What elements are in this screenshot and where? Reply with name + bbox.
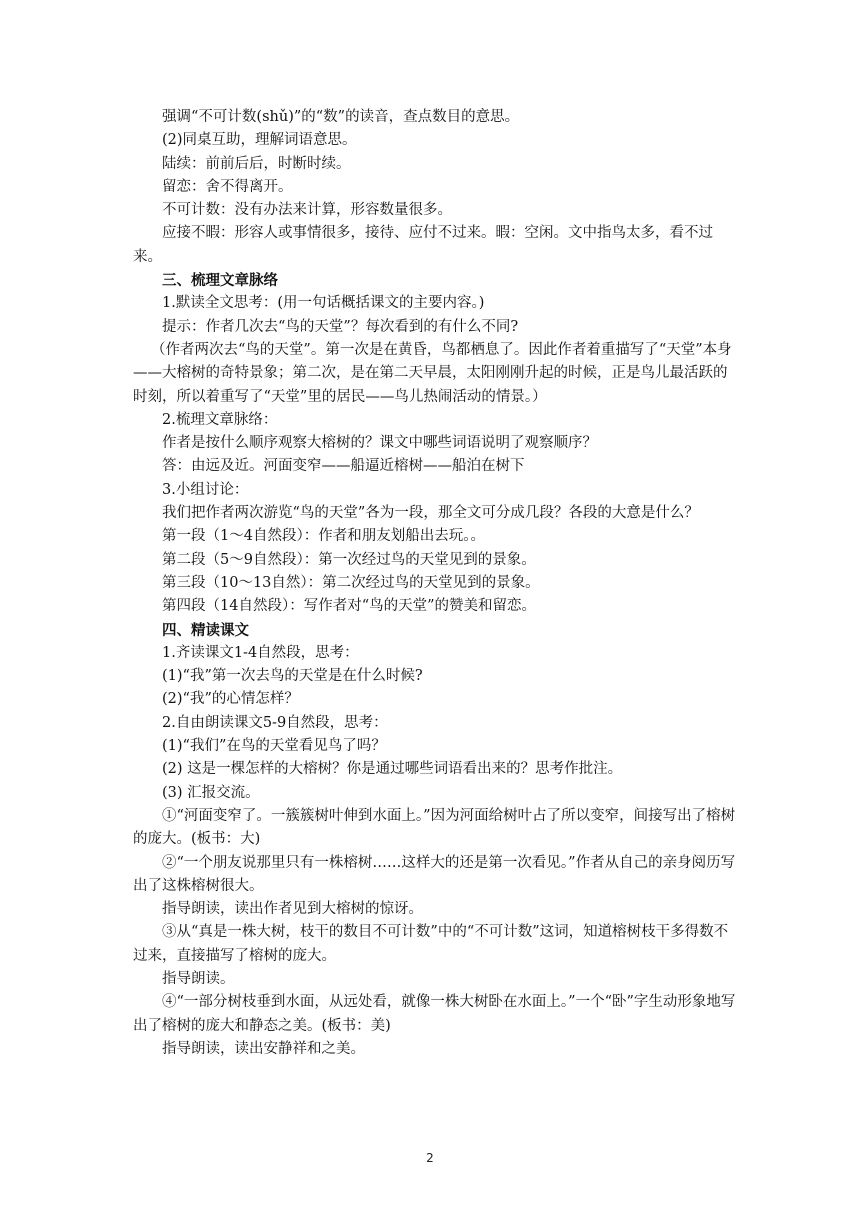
paragraph: (1)“我们”在鸟的天堂看见鸟了吗？	[162, 738, 386, 755]
paragraph: ②“一个朋友说那里只有一株榕树……这样大的还是第一次看见。”作者从自己的亲身阅历写出了这株榕树很大。	[133, 854, 736, 894]
paragraph: 答：由远及近。河面变窄——船逼近榕树——船泊在树下	[162, 458, 525, 475]
paragraph: 第四段（14自然段）：写作者对“鸟的天堂”的赞美和留恋。	[162, 598, 537, 615]
paragraph: (2)同桌互助，理解词语意思。	[162, 132, 357, 149]
paragraph: (1)“我”第一次去鸟的天堂是在什么时候?	[162, 668, 423, 685]
paragraph: 1.默读全文思考：(用一句话概括课文的主要内容。)	[162, 295, 485, 312]
paragraph: 指导朗读，读出安静祥和之美。	[162, 1040, 365, 1057]
paragraph: 提示：作者几次去“鸟的天堂”？每次看到的有什么不同?	[162, 318, 519, 335]
paragraph: 3.小组讨论：	[162, 481, 249, 498]
paragraph: 应接不暇：形容人或事情很多，接待、应付不过来。暇：空闲。文中指鸟太多，看不过来。	[133, 225, 713, 265]
paragraph: 作者是按什么顺序观察大榕树的？课文中哪些词语说明了观察顺序？	[162, 435, 597, 452]
paragraph: 第二段（5～9自然段）：第一次经过鸟的天堂见到的景象。	[162, 551, 536, 568]
paragraph: (2) 这是一棵怎样的大榕树？你是通过哪些词语看出来的？思考作批注。	[162, 761, 623, 778]
paragraph: 指导朗读。	[162, 970, 235, 987]
paragraph: 不可计数：没有办法来计算，形容数量很多。	[162, 202, 452, 219]
paragraph: ①“河面变窄了。一簇簇树叶伸到水面上。”因为河面给树叶占了所以变窄，间接写出了榕树的庞大。(板书：大)	[133, 807, 736, 848]
paragraph: 第一段（1～4自然段）：作者和朋友划船出去玩。。	[162, 528, 485, 545]
paragraph: 2.梳理文章脉络：	[162, 411, 278, 428]
paragraph: ③从“真是一株大树，枝干的数目不可计数”中的“不可计数”这词，知道榕树枝干多得数不过来，直接描写了榕树的庞大。	[133, 924, 729, 964]
paragraph: （作者两次去“鸟的天堂”。第一次是在黄昏，鸟都栖息了。因此作者着重描写了“天堂”本身——大榕树的奇特景象；第二次，是在第二天早晨，太阳刚刚升起的时候，正是鸟儿最活跃的时刻，所以着重写了“天堂”里的居民——鸟儿热闹活动的情景。）	[133, 341, 732, 405]
paragraph: 留恋：舍不得离开。	[162, 178, 293, 195]
document-body	[133, 106, 741, 1061]
paragraph: 强调“不可计数(shǔ)”的“数”的读音，查点数目的意思。	[162, 109, 520, 125]
paragraph: 1.齐读课文1-4自然段，思考：	[162, 644, 359, 661]
section-heading: 三、梳理文章脉络	[162, 272, 278, 290]
page-number: 2	[426, 1151, 434, 1165]
section-heading: 四、精读课文	[162, 621, 249, 639]
paragraph: 陆续：前前后后，时断时续。	[162, 155, 351, 172]
paragraph: 指导朗读，读出作者见到大榕树的惊讶。	[162, 901, 423, 918]
paragraph: 2.自由朗读课文5-9自然段，思考：	[162, 714, 388, 731]
paragraph: (2)“我”的心情怎样？	[162, 691, 299, 708]
paragraph: (3) 汇报交流。	[162, 784, 260, 801]
paragraph: ④“一部分树枝垂到水面，从远处看，就像一株大树卧在水面上。”一个“卧”字生动形象地写出了榕树的庞大和静态之美。(板书：美)	[133, 994, 736, 1034]
paragraph: 第三段（10～13自然）：第二次经过鸟的天堂见到的景象。	[162, 574, 540, 591]
paragraph: 我们把作者两次游览“鸟的天堂”各为一段，那全文可分成几段？各段的大意是什么？	[162, 505, 699, 522]
